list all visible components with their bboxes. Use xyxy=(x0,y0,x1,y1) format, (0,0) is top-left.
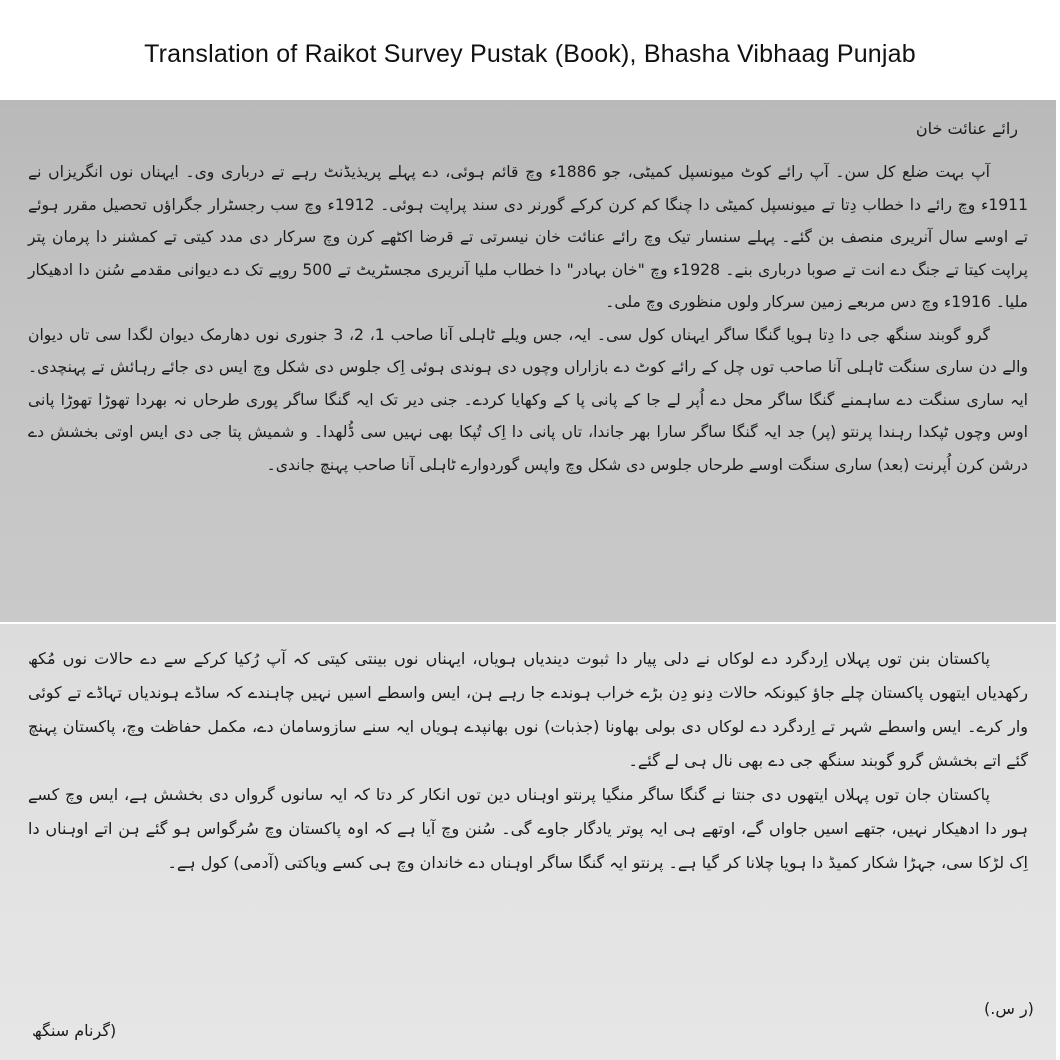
paragraph-ganga-sagar-fate: پاکستان جان توں پہلاں ایتھوں دی جنتا نے گنگا ساگر منگیا پرنتو اوہناں دین توں انکار کر دتا کہ ایہ سانوں گرواں دی بخشش ہے، ایس وچ کسے ہور دا ادھیکار نہیں، جتھے اسیں جاواں گے، اوتھے ہی ایہ پوتر یادگار جاوے گی۔ سُنن وچ آیا ہے کہ اوہ پاکستان وچ سُرگواس ہو گئے ہن اتے اوہناں دا اِک لڑکا سی، جہڑا شکار کمیڈ دا ہویا چلانا کر گیا ہے۔ پرنتو ایہ گنگا ساگر اوہناں دے خاندان وچ ہی کسے ویاکتی (آدمی) کول ہے۔ xyxy=(28,785,1029,872)
section-heading: رائے عنائت خان xyxy=(915,119,1018,138)
signature-block xyxy=(0,992,1056,1046)
page-title: Translation of Raikot Survey Pustak (Book), Bhasha Vibhaag Punjab xyxy=(144,40,916,68)
paragraph-biography: آپ بہت ضلع کل سن۔ آپ رائے کوٹ میونسپل کمیٹی، جو 1886ء وچ قائم ہوئی، دے پہلے پریذیڈنٹ رہے تے درباری وی۔ ایہناں نوں انگریزاں نے 1911ء وچ رائے دا خطاب دِتا تے میونسپل کمیٹی دا چنگا کم کرن کرکے گورنر دی سند پراپت ہوئی۔ 1912ء وچ سب رجسٹرار جگراؤں تحصیل مقرر ہوئے تے اوسے سال آنریری منصف بن گئے۔ پہلے سنسار تیک وچ رائے عنائت خان نیسرتی تے قرضا اکٹھے کرن وچ سرکار دی مدد کیتی تے کمشنر دا پرمان پتر پراپت کیتا تے جنگ دے انت تے صوبا درباری بنے۔ 1928ء وچ "خان بہادر" دا خطاب ملیا آنریری مجسٹریٹ تے 500 روپے تک دے دیوانی مقدمے سُنن دا ادھیکار ملیا۔ 1916ء وچ دس مربعے زمین سرکار ولوں منظوری وچ ملی۔ xyxy=(28,163,1028,311)
signature-initials: (ر س.) xyxy=(984,999,1034,1018)
scanned-page-bottom xyxy=(0,624,1056,1060)
scanned-page-top xyxy=(0,100,1056,622)
signature-name: (گرنام سنگھ xyxy=(32,1021,117,1040)
paragraph-ganga-sagar: گرو گوبند سنگھ جی دا دِتا ہویا گنگا ساگر ایہناں کول سی۔ ایہ، جس ویلے ٹاہلی آنا صاحب 1، 2، 3 جنوری نوں دھارمک دیوان لگدا سی تاں دیوان والے دن ساری سنگت ٹاہلی آنا صاحب توں چل کے رائے کوٹ دے بازاراں وچوں دی ہوندی ہوئی اِک جلوس دی شکل وچ ایس دی جائے رہائش تے پہنچدی۔ ایہ ساری سنگت دے ساہمنے گنگا ساگر محل دے اُپر لے جا کے پانی پا کے وکھایا کردے۔ جنی دیر تک ایہ گنگا ساگر پوری طرحاں نہ بھردا تھوڑا تھوڑا پانی اوس وچوں ٹپکدا رہندا پرنتو (پر) جد ایہ گنگا ساگر سارا بھر جاندا، تاں پانی دا اِک تُپکا بھی نہیں سی ڈُلھدا۔ و شمیش پتا جی دی ایس اوتی بخشش دے درشن کرن اُپرنت (بعد) ساری سنگت اوسے طرحاں جلوس دی شکل وچ واپس گوردوارے ٹاہلی آنا صاحب پہنچ جاندی۔ xyxy=(28,325,1028,474)
paragraph-partition: پاکستان بنن توں پہلاں اِردگرد دے لوکاں نے دلی پیار دا ثبوت دیندیاں ہویاں، ایہناں نوں بینتی کیتی کہ آپ رُکیا کرکے سے دے حالات نوں مُکھ رکھدیاں ایتھوں پاکستان چلے جاؤ کیونکہ حالات دِنو دِن بڑے خراب ہوندے جا رہے ہن، ایس واسطے اسیں نہیں چاہندے کہ ساڈے ہوندیاں تہاڈے تے کوئی وار کرے۔ ایس واسطے شہر تے اِردگرد دے لوکاں دی بولی بھاونا (جذبات) نوں بھانپدے ہویاں ایہ سنے سازوسامان دے، مکمل حفاظت وچ، پاکستان پہنچ گئے اتے بخشش گرو گوبند سنگھ جی دے بھی نال ہی لے گئے۔ xyxy=(28,649,1028,770)
